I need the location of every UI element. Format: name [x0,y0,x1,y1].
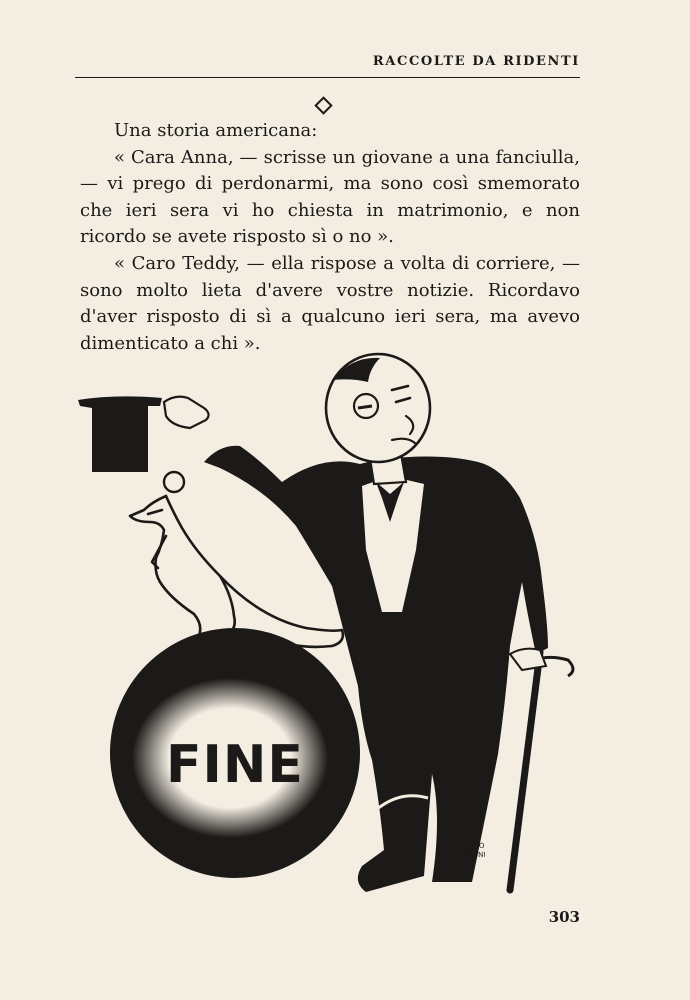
gentleman-kangaroo-illustration [70,350,590,910]
top-hat [78,396,162,472]
small-ball [164,472,184,492]
paragraph-letter-teddy: « Caro Teddy, — ella rispose a volta di corriere, — sono molto lieta d'avere vostre notizie. Ricordavo d'aver risposto di sì a qualcuno ieri sera, ma avevo dimenticato a chi ». [80,252,580,354]
paragraph-intro: Una storia americana: [114,120,318,141]
page-number: 303 [548,908,580,926]
svg-text:·'33·: ·'33· [458,860,475,870]
svg-text:ERBERTO: ERBERTO [451,841,485,852]
svg-text:CARBONI: CARBONI [453,850,486,861]
running-head: RACCOLTE DA RIDENTI [372,54,580,69]
fine-ball [110,628,360,878]
story-text [80,118,580,357]
header-rule [75,77,580,78]
fine-ball-word: FINE [166,735,304,795]
diamond-ornament-icon [314,96,332,114]
paragraph-letter-anna: « Cara Anna, — scrisse un giovane a una fanciulla, — vi prego di perdonarmi, ma sono così smemorato che ieri sera vi ho chiesta in matrimonio, e non ricordo se avete risposto sì o no ». [80,146,580,248]
